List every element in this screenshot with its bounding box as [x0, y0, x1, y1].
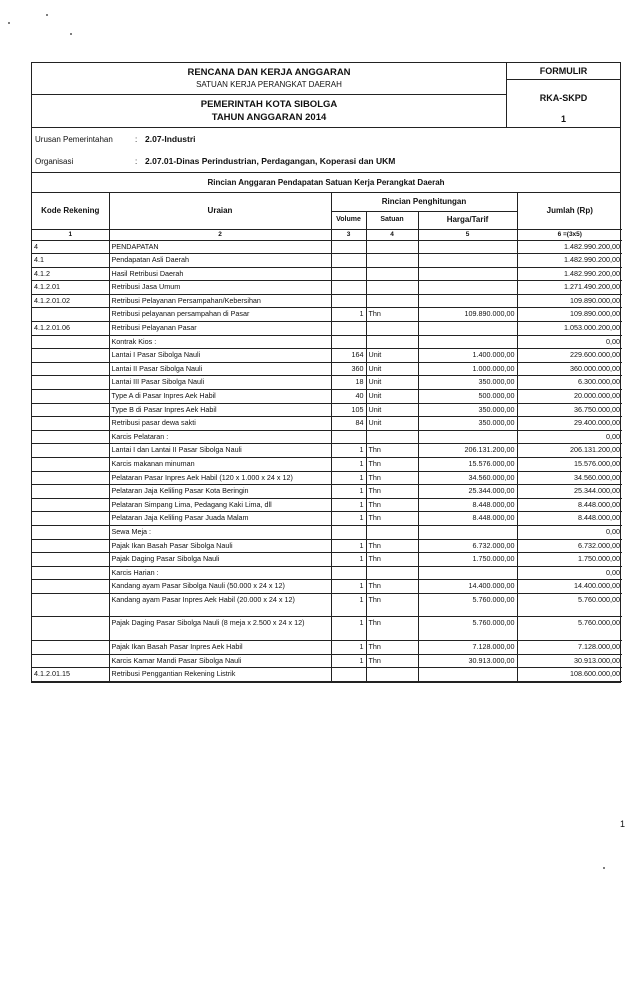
cell-uraian: Pelataran Simpang Lima, Pedagang Kaki Lima, dll [109, 498, 331, 512]
cell-satuan: Thn [366, 617, 418, 641]
cell-uraian: PENDAPATAN [109, 240, 331, 254]
urusan-value: 2.07-Industri [145, 134, 196, 144]
cell-uraian: Pajak Ikan Basah Pasar Sibolga Nauli [109, 539, 331, 553]
organisasi-value: 2.07.01-Dinas Perindustrian, Perdagangan, Koperasi dan UKM [145, 156, 396, 166]
cell-uraian: Karcis Pelataran : [109, 430, 331, 444]
cell-harga [418, 240, 517, 254]
cell-jumlah: 0,00 [517, 566, 622, 580]
table-row [32, 512, 622, 526]
cell-kode [32, 390, 109, 404]
cell-jumlah: 108.600.000,00 [517, 668, 622, 682]
cell-volume [331, 240, 366, 254]
cell-jumlah: 229.600.000,00 [517, 349, 622, 363]
cell-jumlah: 8.448.000,00 [517, 512, 622, 526]
cell-jumlah: 29.400.000,00 [517, 417, 622, 431]
cell-uraian: Retribusi pasar dewa sakti [109, 417, 331, 431]
cell-kode [32, 485, 109, 499]
organisasi-row [32, 150, 620, 172]
cell-uraian: Kandang ayam Pasar Sibolga Nauli (50.000 x 24 x 12) [109, 580, 331, 594]
table-row [32, 485, 622, 499]
table-row [32, 553, 622, 567]
cell-harga: 30.913.000,00 [418, 654, 517, 668]
cell-jumlah: 1.482.990.200,00 [517, 240, 622, 254]
cell-uraian: Retribusi Pelayanan Pasar [109, 322, 331, 336]
cell-volume: 1 [331, 512, 366, 526]
budget-table [32, 193, 622, 682]
title-rka: RENCANA DAN KERJA ANGGARAN [187, 67, 351, 78]
col-num-4: 4 [366, 229, 418, 240]
table-row [32, 390, 622, 404]
cell-volume: 1 [331, 539, 366, 553]
budget-form [31, 62, 621, 683]
cell-jumlah: 109.890.000,00 [517, 294, 622, 308]
cell-jumlah: 5.760.000,00 [517, 617, 622, 641]
cell-kode [32, 593, 109, 617]
cell-satuan [366, 668, 418, 682]
table-row [32, 294, 622, 308]
cell-volume: 1 [331, 498, 366, 512]
cell-satuan [366, 294, 418, 308]
table-row [32, 498, 622, 512]
cell-satuan: Thn [366, 444, 418, 458]
cell-jumlah: 0,00 [517, 335, 622, 349]
cell-volume: 164 [331, 349, 366, 363]
formulir-box [507, 63, 620, 127]
cell-harga: 8.448.000,00 [418, 512, 517, 526]
cell-kode [32, 512, 109, 526]
cell-jumlah: 34.560.000,00 [517, 471, 622, 485]
scan-speck [8, 22, 10, 24]
col-jumlah: Jumlah (Rp) [517, 193, 622, 229]
cell-satuan: Thn [366, 539, 418, 553]
cell-volume [331, 566, 366, 580]
cell-jumlah: 1.482.990.200,00 [517, 254, 622, 268]
cell-jumlah: 109.890.000,00 [517, 308, 622, 322]
cell-volume: 1 [331, 580, 366, 594]
cell-harga [418, 668, 517, 682]
cell-uraian: Pajak Daging Pasar Sibolga Nauli [109, 553, 331, 567]
cell-volume [331, 322, 366, 336]
col-num-2: 2 [109, 229, 331, 240]
colon: : [135, 134, 138, 144]
table-row [32, 566, 622, 580]
table-row [32, 525, 622, 539]
cell-kode [32, 362, 109, 376]
table-row [32, 267, 622, 281]
col-volume: Volume [331, 211, 366, 229]
form-header [32, 63, 620, 128]
cell-kode [32, 444, 109, 458]
cell-volume: 105 [331, 403, 366, 417]
cell-satuan [366, 430, 418, 444]
cell-satuan: Unit [366, 417, 418, 431]
cell-volume [331, 525, 366, 539]
table-row [32, 362, 622, 376]
cell-uraian: Karcis Harian : [109, 566, 331, 580]
cell-harga [418, 294, 517, 308]
table-row [32, 471, 622, 485]
cell-volume: 1 [331, 640, 366, 654]
cell-uraian: Pelataran Jaja Keliling Pasar Kota Beringin [109, 485, 331, 499]
cell-uraian: Hasil Retribusi Daerah [109, 267, 331, 281]
col-num-3: 3 [331, 229, 366, 240]
cell-jumlah: 360.000.000,00 [517, 362, 622, 376]
cell-volume: 1 [331, 617, 366, 641]
cell-satuan [366, 240, 418, 254]
cell-uraian: Pelataran Jaja Keliling Pasar Juada Malam [109, 512, 331, 526]
table-row [32, 640, 622, 654]
scan-speck [603, 867, 605, 869]
cell-harga: 5.760.000,00 [418, 617, 517, 641]
col-uraian: Uraian [109, 193, 331, 229]
cell-kode: 4.1.2.01.02 [32, 294, 109, 308]
cell-harga [418, 525, 517, 539]
cell-uraian: Lantai I dan Lantai II Pasar Sibolga Nauli [109, 444, 331, 458]
cell-harga: 7.128.000,00 [418, 640, 517, 654]
table-row [32, 593, 622, 617]
colon: : [135, 156, 138, 166]
table-row [32, 430, 622, 444]
scan-speck [70, 33, 72, 35]
cell-kode [32, 580, 109, 594]
cell-satuan: Thn [366, 593, 418, 617]
cell-harga: 350.000,00 [418, 376, 517, 390]
cell-harga [418, 566, 517, 580]
cell-volume [331, 335, 366, 349]
cell-satuan [366, 335, 418, 349]
cell-jumlah: 1.271.490.200,00 [517, 281, 622, 295]
cell-jumlah: 15.576.000,00 [517, 458, 622, 472]
cell-harga: 14.400.000,00 [418, 580, 517, 594]
cell-jumlah: 20.000.000,00 [517, 390, 622, 404]
cell-uraian: Kontrak Kios : [109, 335, 331, 349]
cell-volume: 1 [331, 553, 366, 567]
form-page-code: 1 [560, 114, 566, 124]
cell-kode [32, 617, 109, 641]
cell-harga: 8.448.000,00 [418, 498, 517, 512]
table-row [32, 254, 622, 268]
cell-uraian: Lantai I Pasar Sibolga Nauli [109, 349, 331, 363]
table-row [32, 417, 622, 431]
cell-volume [331, 294, 366, 308]
cell-uraian: Lantai III Pasar Sibolga Nauli [109, 376, 331, 390]
cell-kode [32, 525, 109, 539]
form-code: RKA-SKPD [539, 93, 588, 103]
cell-volume: 1 [331, 471, 366, 485]
cell-kode [32, 376, 109, 390]
cell-satuan: Thn [366, 553, 418, 567]
cell-satuan: Thn [366, 498, 418, 512]
cell-kode [32, 640, 109, 654]
cell-volume [331, 430, 366, 444]
cell-harga [418, 267, 517, 281]
table-row [32, 335, 622, 349]
cell-jumlah: 7.128.000,00 [517, 640, 622, 654]
cell-jumlah: 0,00 [517, 525, 622, 539]
cell-jumlah: 25.344.000,00 [517, 485, 622, 499]
cell-harga: 109.890.000,00 [418, 308, 517, 322]
cell-satuan: Thn [366, 512, 418, 526]
formulir-label: FORMULIR [507, 63, 620, 80]
cell-kode [32, 403, 109, 417]
cell-harga [418, 430, 517, 444]
col-harga: Harga/Tarif [418, 211, 517, 229]
cell-satuan [366, 281, 418, 295]
cell-uraian: Karcis makanan minuman [109, 458, 331, 472]
cell-volume: 1 [331, 458, 366, 472]
cell-volume: 1 [331, 654, 366, 668]
title-pemerintah: PEMERINTAH KOTA SIBOLGA [200, 99, 338, 110]
cell-uraian: Sewa Meja : [109, 525, 331, 539]
cell-harga: 206.131.200,00 [418, 444, 517, 458]
cell-jumlah: 30.913.000,00 [517, 654, 622, 668]
cell-kode [32, 430, 109, 444]
cell-jumlah: 5.760.000,00 [517, 593, 622, 617]
cell-satuan: Thn [366, 485, 418, 499]
cell-harga [418, 281, 517, 295]
cell-kode [32, 308, 109, 322]
cell-harga: 25.344.000,00 [418, 485, 517, 499]
table-row [32, 617, 622, 641]
cell-kode: 4.1.2 [32, 267, 109, 281]
cell-volume: 360 [331, 362, 366, 376]
table-row [32, 349, 622, 363]
cell-volume [331, 668, 366, 682]
info-section [32, 128, 620, 173]
table-row [32, 654, 622, 668]
cell-volume: 1 [331, 593, 366, 617]
cell-jumlah: 6.300.000,00 [517, 376, 622, 390]
title-block-2 [32, 94, 506, 127]
table-body [32, 240, 622, 681]
cell-satuan: Unit [366, 390, 418, 404]
cell-satuan [366, 525, 418, 539]
cell-uraian: Karcis Kamar Mandi Pasar Sibolga Nauli [109, 654, 331, 668]
urusan-label: Urusan Pemerintahan [35, 134, 113, 144]
scan-speck [46, 14, 48, 16]
col-num-5: 5 [418, 229, 517, 240]
table-row [32, 444, 622, 458]
cell-uraian: Retribusi pelayanan persampahan di Pasar [109, 308, 331, 322]
cell-satuan: Thn [366, 471, 418, 485]
organisasi-label: Organisasi [35, 156, 74, 166]
cell-harga [418, 335, 517, 349]
header-titles [32, 63, 507, 127]
urusan-row [32, 128, 620, 150]
cell-volume [331, 254, 366, 268]
table-row [32, 281, 622, 295]
cell-volume: 18 [331, 376, 366, 390]
cell-kode [32, 458, 109, 472]
cell-jumlah: 6.732.000,00 [517, 539, 622, 553]
cell-harga: 1.400.000,00 [418, 349, 517, 363]
cell-kode [32, 498, 109, 512]
cell-satuan: Unit [366, 376, 418, 390]
col-num-1: 1 [32, 229, 109, 240]
cell-jumlah: 1.053.000.200,00 [517, 322, 622, 336]
cell-satuan: Thn [366, 654, 418, 668]
cell-kode [32, 335, 109, 349]
cell-satuan: Thn [366, 458, 418, 472]
col-kode: Kode Rekening [32, 193, 109, 229]
cell-harga: 15.576.000,00 [418, 458, 517, 472]
title-block-1 [32, 63, 506, 94]
table-row [32, 376, 622, 390]
cell-volume: 1 [331, 444, 366, 458]
title-tahun: TAHUN ANGGARAN 2014 [211, 112, 327, 123]
cell-jumlah: 36.750.000,00 [517, 403, 622, 417]
cell-jumlah: 1.750.000,00 [517, 553, 622, 567]
cell-uraian: Pajak Daging Pasar Sibolga Nauli (8 meja x 2.500 x 24 x 12) [109, 617, 331, 641]
cell-kode: 4.1 [32, 254, 109, 268]
table-row [32, 308, 622, 322]
cell-harga: 5.760.000,00 [418, 593, 517, 617]
table-row [32, 458, 622, 472]
table-row [32, 403, 622, 417]
cell-kode [32, 349, 109, 363]
cell-uraian: Type A di Pasar Inpres Aek Habil [109, 390, 331, 404]
table-row [32, 668, 622, 682]
cell-satuan: Unit [366, 362, 418, 376]
cell-kode: 4.1.2.01.06 [32, 322, 109, 336]
cell-harga: 34.560.000,00 [418, 471, 517, 485]
cell-satuan [366, 267, 418, 281]
cell-harga: 350.000,00 [418, 417, 517, 431]
table-row [32, 580, 622, 594]
cell-satuan [366, 254, 418, 268]
cell-uraian: Type B di Pasar Inpres Aek Habil [109, 403, 331, 417]
cell-kode [32, 539, 109, 553]
col-rincian: Rincian Penghitungan [331, 193, 517, 211]
cell-uraian: Pelataran Pasar Inpres Aek Habil (120 x 1.000 x 24 x 12) [109, 471, 331, 485]
cell-harga [418, 254, 517, 268]
cell-uraian: Retribusi Pelayanan Persampahan/Kebersihan [109, 294, 331, 308]
title-skpd: SATUAN KERJA PERANGKAT DAERAH [196, 80, 342, 89]
cell-volume [331, 267, 366, 281]
cell-uraian: Lantai II Pasar Sibolga Nauli [109, 362, 331, 376]
section-title: Rincian Anggaran Pendapatan Satuan Kerja Perangkat Daerah [32, 173, 620, 193]
cell-harga: 350.000,00 [418, 403, 517, 417]
cell-jumlah: 206.131.200,00 [517, 444, 622, 458]
cell-harga: 1.750.000,00 [418, 553, 517, 567]
cell-satuan: Thn [366, 308, 418, 322]
cell-kode [32, 417, 109, 431]
cell-satuan [366, 566, 418, 580]
cell-volume: 1 [331, 485, 366, 499]
cell-volume: 84 [331, 417, 366, 431]
cell-jumlah: 8.448.000,00 [517, 498, 622, 512]
table-row [32, 240, 622, 254]
cell-harga [418, 322, 517, 336]
col-satuan: Satuan [366, 211, 418, 229]
table-row [32, 539, 622, 553]
cell-volume: 1 [331, 308, 366, 322]
cell-uraian: Pajak Ikan Basah Pasar Inpres Aek Habil [109, 640, 331, 654]
cell-kode [32, 654, 109, 668]
cell-kode: 4.1.2.01.15 [32, 668, 109, 682]
cell-satuan: Thn [366, 640, 418, 654]
col-num-6: 6 =(3x5) [517, 229, 622, 240]
cell-satuan: Thn [366, 580, 418, 594]
cell-jumlah: 14.400.000,00 [517, 580, 622, 594]
cell-volume: 40 [331, 390, 366, 404]
cell-harga: 6.732.000,00 [418, 539, 517, 553]
table-row [32, 322, 622, 336]
cell-uraian: Pendapatan Asli Daerah [109, 254, 331, 268]
cell-uraian: Retribusi Penggantian Rekening Listrik [109, 668, 331, 682]
cell-kode: 4.1.2.01 [32, 281, 109, 295]
cell-satuan [366, 322, 418, 336]
cell-kode [32, 471, 109, 485]
cell-jumlah: 1.482.990.200,00 [517, 267, 622, 281]
cell-kode: 4 [32, 240, 109, 254]
cell-harga: 500.000,00 [418, 390, 517, 404]
cell-uraian: Kandang ayam Pasar Inpres Aek Habil (20.000 x 24 x 12) [109, 593, 331, 617]
cell-harga: 1.000.000,00 [418, 362, 517, 376]
cell-uraian: Retribusi Jasa Umum [109, 281, 331, 295]
page-number: 1 [620, 819, 626, 829]
cell-kode [32, 553, 109, 567]
cell-volume [331, 281, 366, 295]
cell-satuan: Unit [366, 349, 418, 363]
cell-kode [32, 566, 109, 580]
cell-jumlah: 0,00 [517, 430, 622, 444]
cell-satuan: Unit [366, 403, 418, 417]
